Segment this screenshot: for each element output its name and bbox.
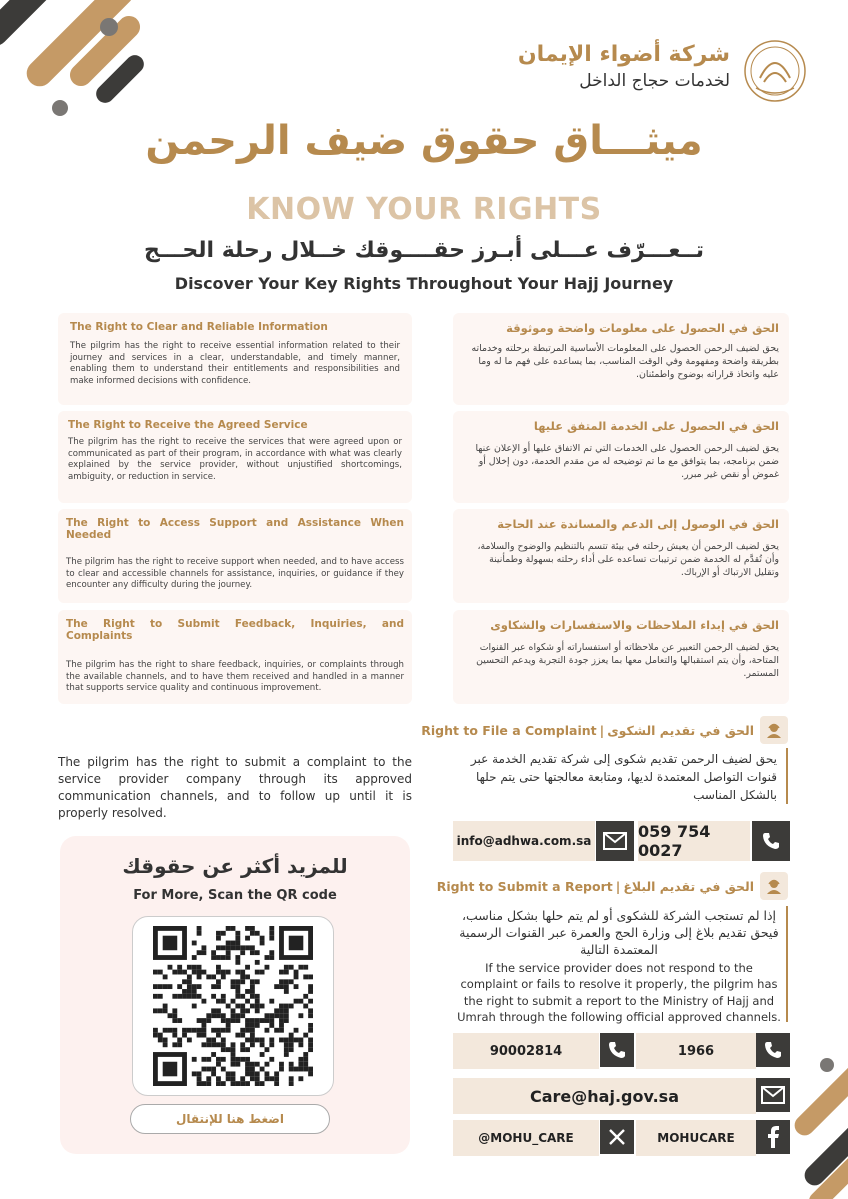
company-name-block [518, 42, 730, 91]
complaint-divider [786, 748, 788, 804]
right-body: The pilgrim has the right to receive the services that were agreed upon or communicated as part of their program, in accordance with what was clearly explained by the service provider, without unjustified shortcomings, ambiguity, or reduction in service. [68, 437, 402, 483]
right-card-ar-4 [453, 610, 789, 704]
right-card-en-2 [58, 411, 412, 503]
right-card-ar-3 [453, 509, 789, 603]
right-title: The Right to Submit Feedback, Inquiries, and Complaints [66, 618, 404, 642]
report-email[interactable] [453, 1078, 756, 1114]
report-body-ar: إذا لم تستجب الشركة للشكوى أو لم يتم حلها بشكل مناسب، فيحق تقديم بلاغ إلى وزارة الحج والعمرة عبر القنوات الرسمية المعتمدة التالية [459, 908, 779, 957]
page-title-ar: ميثـــاق حقوق ضيف الرحمن [145, 118, 703, 164]
x-logo-icon [600, 1120, 634, 1154]
phone-icon [752, 821, 790, 861]
right-title: الحق في إبداء الملاحظات والاستفسارات والشكاوى [490, 618, 779, 632]
company-logo [742, 38, 808, 104]
page-title-en: KNOW YOUR RIGHTS [246, 192, 602, 227]
mail-icon [756, 1078, 790, 1112]
right-title: The Right to Receive the Agreed Service [68, 419, 308, 431]
report-heading-en: Right to Submit a Report [436, 878, 613, 894]
report-facebook[interactable] [636, 1120, 756, 1156]
page-subtitle-en: Discover Your Key Rights Throughout Your Hajj Journey [174, 274, 674, 293]
right-card-en-4 [58, 610, 412, 704]
mail-icon [596, 821, 634, 861]
report-email-text: Care@haj.gov.sa [530, 1086, 679, 1106]
complaint-heading: الحق في تقديم الشكوى | Right to File a Complaint [421, 716, 788, 744]
decor-top-left [0, 0, 170, 120]
report-x-handle-text: @MOHU_CARE [478, 1131, 574, 1145]
right-card-ar-2 [453, 411, 789, 503]
report-facebook-text: MOHUCARE [657, 1131, 735, 1145]
report-body-en: If the service provider does not respond to the complaint or fails to resolve it properly, the pilgrim has the right to submit a report to the Ministry of Hajj and Umrah through the following official approved channels. [457, 961, 781, 1024]
report-phone-2-text: 1966 [677, 1043, 715, 1059]
qr-link-button[interactable] [130, 1104, 330, 1134]
complaint-heading-en: Right to File a Complaint [421, 722, 597, 738]
right-title: The Right to Clear and Reliable Information [70, 321, 328, 333]
facebook-icon [756, 1120, 790, 1154]
right-body: يحق لضيف الرحمن الحصول على الخدمات التي تم الاتفاق عليها أو الإعلان عنها ضمن برنامجه، بما يتوافق مع ما تم توضيحه له من مقدم الخدمة، دون إخلال أو غموض أو نقص غير مبرر. [475, 443, 779, 480]
qr-panel [60, 836, 410, 1154]
company-tagline: لخدمات حجاج الداخل [579, 71, 730, 91]
report-x-handle[interactable] [453, 1120, 599, 1156]
right-body: يحق لضيف الرحمن أن يعيش رحلته في بيئة تتسم بالتنظيم والوضوح والسلامة، وأن تُقدَّم له الخدمة ضمن ترتيبات تساعده على أداء رحلته بسهولة وطمأنينة وتقليل الارتباك أو الإرباك. [477, 541, 779, 578]
complaint-phone[interactable] [638, 821, 750, 861]
right-card-en-3 [58, 509, 412, 603]
right-body: The pilgrim has the right to receive support when needed, and to have access to clear and accessible channels for assistance, inquiries, or guidance if they encounter any difficulty during the journey. [66, 557, 404, 591]
qr-title-ar: للمزيد أكثر عن حقوقك [122, 854, 348, 878]
right-body: يحق لضيف الرحمن التعبير عن ملاحظاته أو استفساراته أو شكواه عبر القنوات المتاحة، وأن يتم استقبالها والتعامل معها بما يعزز جودة التجربة ويدعم التحسين المستمر. [476, 642, 779, 679]
report-phone-1-text: 90002814 [489, 1043, 563, 1059]
right-title: الحق في الحصول على الخدمة المتفق عليها [533, 419, 779, 433]
right-title: الحق في الحصول على معلومات واضحة وموثوقة [506, 321, 779, 335]
complaint-phone-text: 059 754 0027 [638, 822, 711, 860]
qr-code[interactable] [132, 916, 334, 1096]
support-agent-icon [760, 716, 788, 744]
complaint-heading-ar: الحق في تقديم الشكوى [607, 722, 754, 738]
phone-icon [756, 1033, 790, 1067]
phone-icon [600, 1033, 634, 1067]
report-heading: الحق في تقديم البلاغ | Right to Submit a Report [437, 872, 788, 900]
right-title: The Right to Access Support and Assistance When Needed [66, 517, 404, 541]
report-divider [786, 906, 788, 1022]
report-heading-ar: الحق في تقديم البلاغ [623, 878, 754, 894]
qr-title-en: For More, Scan the QR code [133, 888, 337, 903]
right-card-en-1 [58, 313, 412, 405]
page-subtitle-ar: تــعـــرّف عـــلى أبـرز حقــــوقك خــلال رحلة الحـــج [143, 238, 705, 263]
complaint-email-text: info@adhwa.com.sa [456, 834, 592, 848]
right-body: The pilgrim has the right to share feedback, inquiries, or complaints through the available channels, and to have them received and handled in a manner that supports service quality and continuous improvement. [66, 660, 404, 694]
decor-bottom-right [790, 1050, 848, 1199]
complaint-body-ar: يحق لضيف الرحمن تقديم شكوى إلى شركة تقديم الخدمة عبر قنوات التواصل المعتمدة لديها، ومتابعة معالجتها حتى يتم حلها بالشكل المناسب [470, 752, 777, 802]
support-agent-icon [760, 872, 788, 900]
company-name: شركة أضواء الإيمان [517, 42, 730, 67]
complaint-body-en: The pilgrim has the right to submit a complaint to the service provider company through its approved communication channels, and to follow up until it is properly resolved. [58, 755, 412, 821]
report-phone-1[interactable] [453, 1033, 599, 1069]
report-phone-2[interactable] [636, 1033, 756, 1069]
right-body: The pilgrim has the right to receive essential information related to their journey and services in a clear, understandable, and timely manner, enabling them to understand their entitlements and responsibilities and make informed decisions with confidence. [70, 341, 400, 387]
qr-code-image [153, 926, 313, 1086]
right-card-ar-1 [453, 313, 789, 405]
right-title: الحق في الوصول إلى الدعم والمساندة عند الحاجة [497, 517, 779, 531]
qr-link-button-label: اضغط هنا للإنتقال [176, 1112, 284, 1126]
right-body: يحق لضيف الرحمن الحصول على المعلومات الأساسية المرتبطة برحلته وخدماته بطريقة واضحة ومفهومة وفي الوقت المناسب، بما يساعده على فهم ما له وما عليه واتخاذ قراراته بوضوح واطمئنان. [471, 343, 779, 380]
complaint-email[interactable] [453, 821, 595, 861]
